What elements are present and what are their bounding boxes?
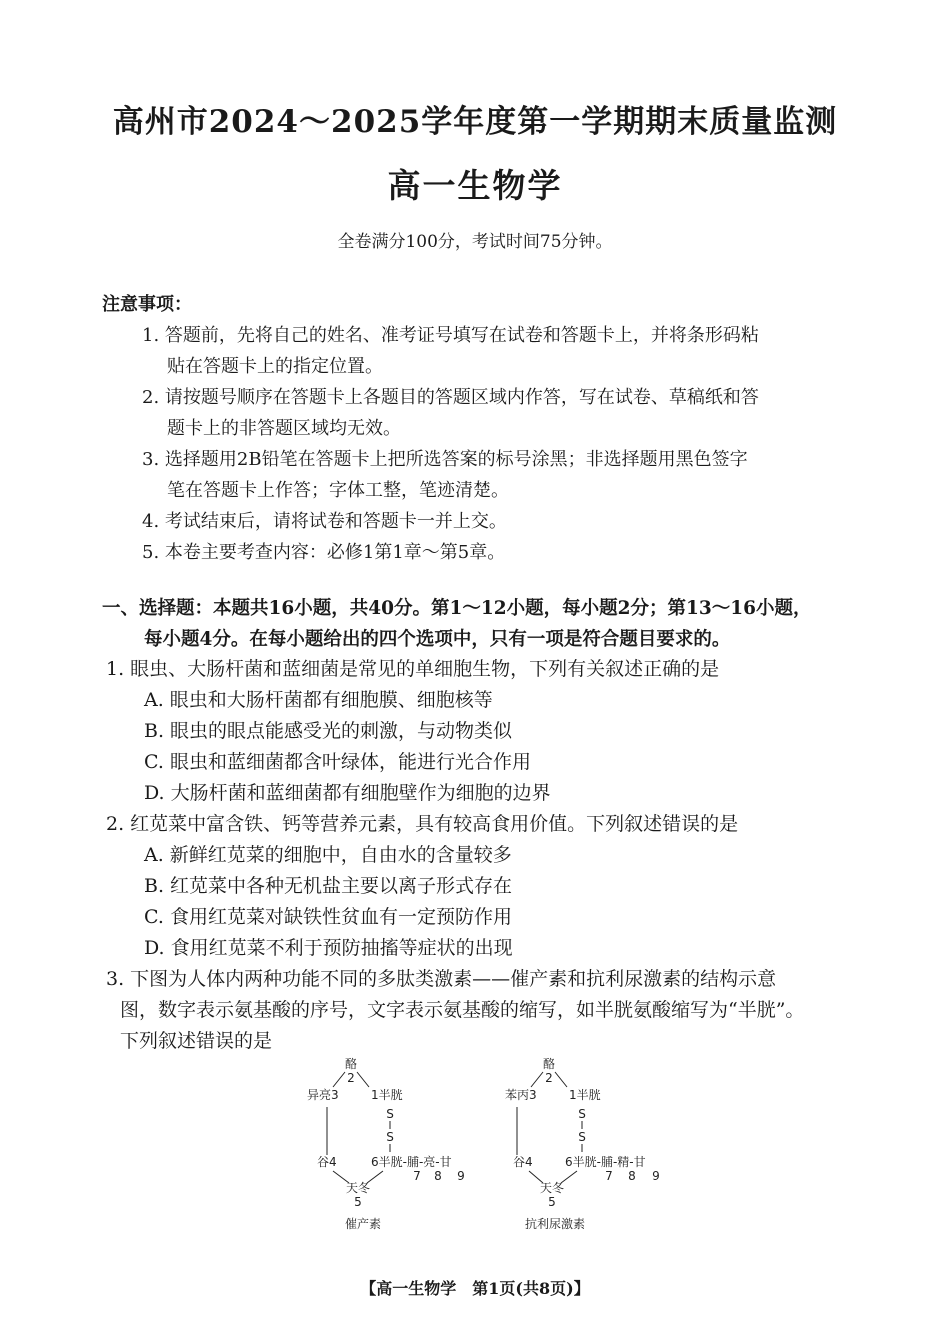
notice-item-line: 1. 答题前，先将自己的姓名、准考证号填写在试卷和答题卡上，并将条形码粘 [142, 325, 759, 346]
residue-chain-label: 6半胱-脯-精-甘 [565, 1155, 646, 1169]
oxytocin-caption: 催产素 [344, 1217, 382, 1231]
residue-2-number: 2 [545, 1071, 553, 1085]
page-footer: 【高一生物学 第1页(共8页)】 [360, 1279, 590, 1298]
residue-4-label: 谷4 [513, 1155, 533, 1169]
sulfur-2: S [578, 1130, 586, 1144]
question-1 [106, 654, 896, 809]
option-b: B. 眼虫的眼点能感受光的刺激，与动物类似 [144, 720, 513, 742]
residue-chain-label: 6半胱-脯-亮-甘 [371, 1155, 452, 1169]
residue-2-label: 酪 [542, 1057, 556, 1071]
residue-3-label: 异亮3 [307, 1088, 339, 1102]
notice-item [142, 382, 887, 444]
option-d: D. 大肠杆菌和蓝细菌都有细胞壁作为细胞的边界 [144, 782, 551, 804]
notice-heading: 注意事项： [102, 294, 192, 315]
option-b: B. 红苋菜中各种无机盐主要以离子形式存在 [144, 875, 513, 897]
residue-1-label: 1半胱 [371, 1088, 403, 1102]
question-3 [106, 964, 896, 1057]
sulfur-1: S [578, 1107, 586, 1121]
notice-item-cont: 贴在答题卡上的指定位置。 [167, 356, 383, 377]
section-line-2: 每小题4分。在每小题给出的四个选项中，只有一项是符合题目要求的。 [144, 629, 731, 650]
residue-5-label: 天冬 [539, 1181, 565, 1195]
residue-8-number: 8 [434, 1169, 442, 1183]
bond-line [555, 1072, 567, 1087]
oxytocin-structure [307, 1057, 465, 1231]
bond-line [531, 1072, 543, 1087]
notice-item-cont: 题卡上的非答题区域均无效。 [167, 418, 401, 439]
notice-item-cont: 笔在答题卡上作答；字体工整，笔迹清楚。 [167, 480, 509, 501]
bond-line [357, 1072, 369, 1087]
exam-info: 全卷满分100分，考试时间75分钟。 [337, 232, 613, 252]
notice-item [142, 444, 887, 506]
vasopressin-caption: 抗利尿激素 [524, 1217, 586, 1231]
option-d: D. 食用红苋菜不利于预防抽搐等症状的出现 [144, 937, 513, 959]
notice-item-line: 2. 请按题号顺序在答题卡上各题目的答题区域内作答，写在试卷、草稿纸和答 [142, 387, 759, 408]
exam-title: 高州市2024～2025学年度第一学期期末质量监测 [112, 104, 838, 140]
bond-line [333, 1072, 345, 1087]
residue-3-label: 苯丙3 [505, 1088, 537, 1102]
question-list [106, 654, 896, 1057]
residue-7-number: 7 [413, 1169, 421, 1183]
section-line-1: 一、选择题：本题共16小题，共40分。第1～12小题，每小题2分；第13～16小题， [102, 598, 812, 619]
residue-9-number: 9 [457, 1169, 465, 1183]
option-c: C. 眼虫和蓝细菌都含叶绿体，能进行光合作用 [144, 751, 531, 773]
residue-4-label: 谷4 [317, 1155, 337, 1169]
residue-5-label: 天冬 [345, 1181, 371, 1195]
section-heading [102, 593, 892, 655]
notice-item-line: 3. 选择题用2B铅笔在答题卡上把所选答案的标号涂黑；非选择题用黑色签字 [142, 449, 748, 470]
residue-5-number: 5 [354, 1195, 362, 1209]
residue-5-number: 5 [548, 1195, 556, 1209]
question-stem-cont: 图，数字表示氨基酸的序号，文字表示氨基酸的缩写，如半胱氨酸缩写为“半胱”。 [120, 999, 805, 1021]
residue-8-number: 8 [628, 1169, 636, 1183]
residue-9-number: 9 [652, 1169, 660, 1183]
notice-item-line: 4. 考试结束后，请将试卷和答题卡一并上交。 [142, 511, 507, 532]
notice-item [142, 320, 887, 382]
residue-2-label: 酪 [344, 1057, 358, 1071]
notice-item [142, 537, 887, 568]
option-a: A. 眼虫和大肠杆菌都有细胞膜、细胞核等 [144, 689, 493, 711]
question-stem-cont: 下列叙述错误的是 [120, 1030, 273, 1052]
residue-7-number: 7 [605, 1169, 613, 1183]
residue-1-label: 1半胱 [569, 1088, 601, 1102]
sulfur-2: S [386, 1130, 394, 1144]
notice-item-line: 5. 本卷主要考查内容：必修1第1章～第5章。 [142, 542, 506, 563]
question-2 [106, 809, 896, 964]
option-c: C. 食用红苋菜对缺铁性贫血有一定预防作用 [144, 906, 512, 928]
residue-2-number: 2 [347, 1071, 355, 1085]
subject-title: 高一生物学 [387, 166, 563, 205]
question-stem: 1. 眼虫、大肠杆菌和蓝细菌是常见的单细胞生物，下列有关叙述正确的是 [106, 658, 720, 680]
question-stem: 3. 下图为人体内两种功能不同的多肽类激素——催产素和抗利尿激素的结构示意 [106, 968, 777, 990]
question-stem: 2. 红苋菜中富含铁、钙等营养元素，具有较高食用价值。下列叙述错误的是 [106, 813, 739, 835]
notice-item [142, 506, 887, 537]
sulfur-1: S [386, 1107, 394, 1121]
option-a: A. 新鲜红苋菜的细胞中，自由水的含量较多 [144, 844, 512, 866]
vasopressin-structure [505, 1057, 660, 1231]
peptide-structure-diagram [305, 1055, 685, 1235]
notice-list [142, 320, 887, 568]
